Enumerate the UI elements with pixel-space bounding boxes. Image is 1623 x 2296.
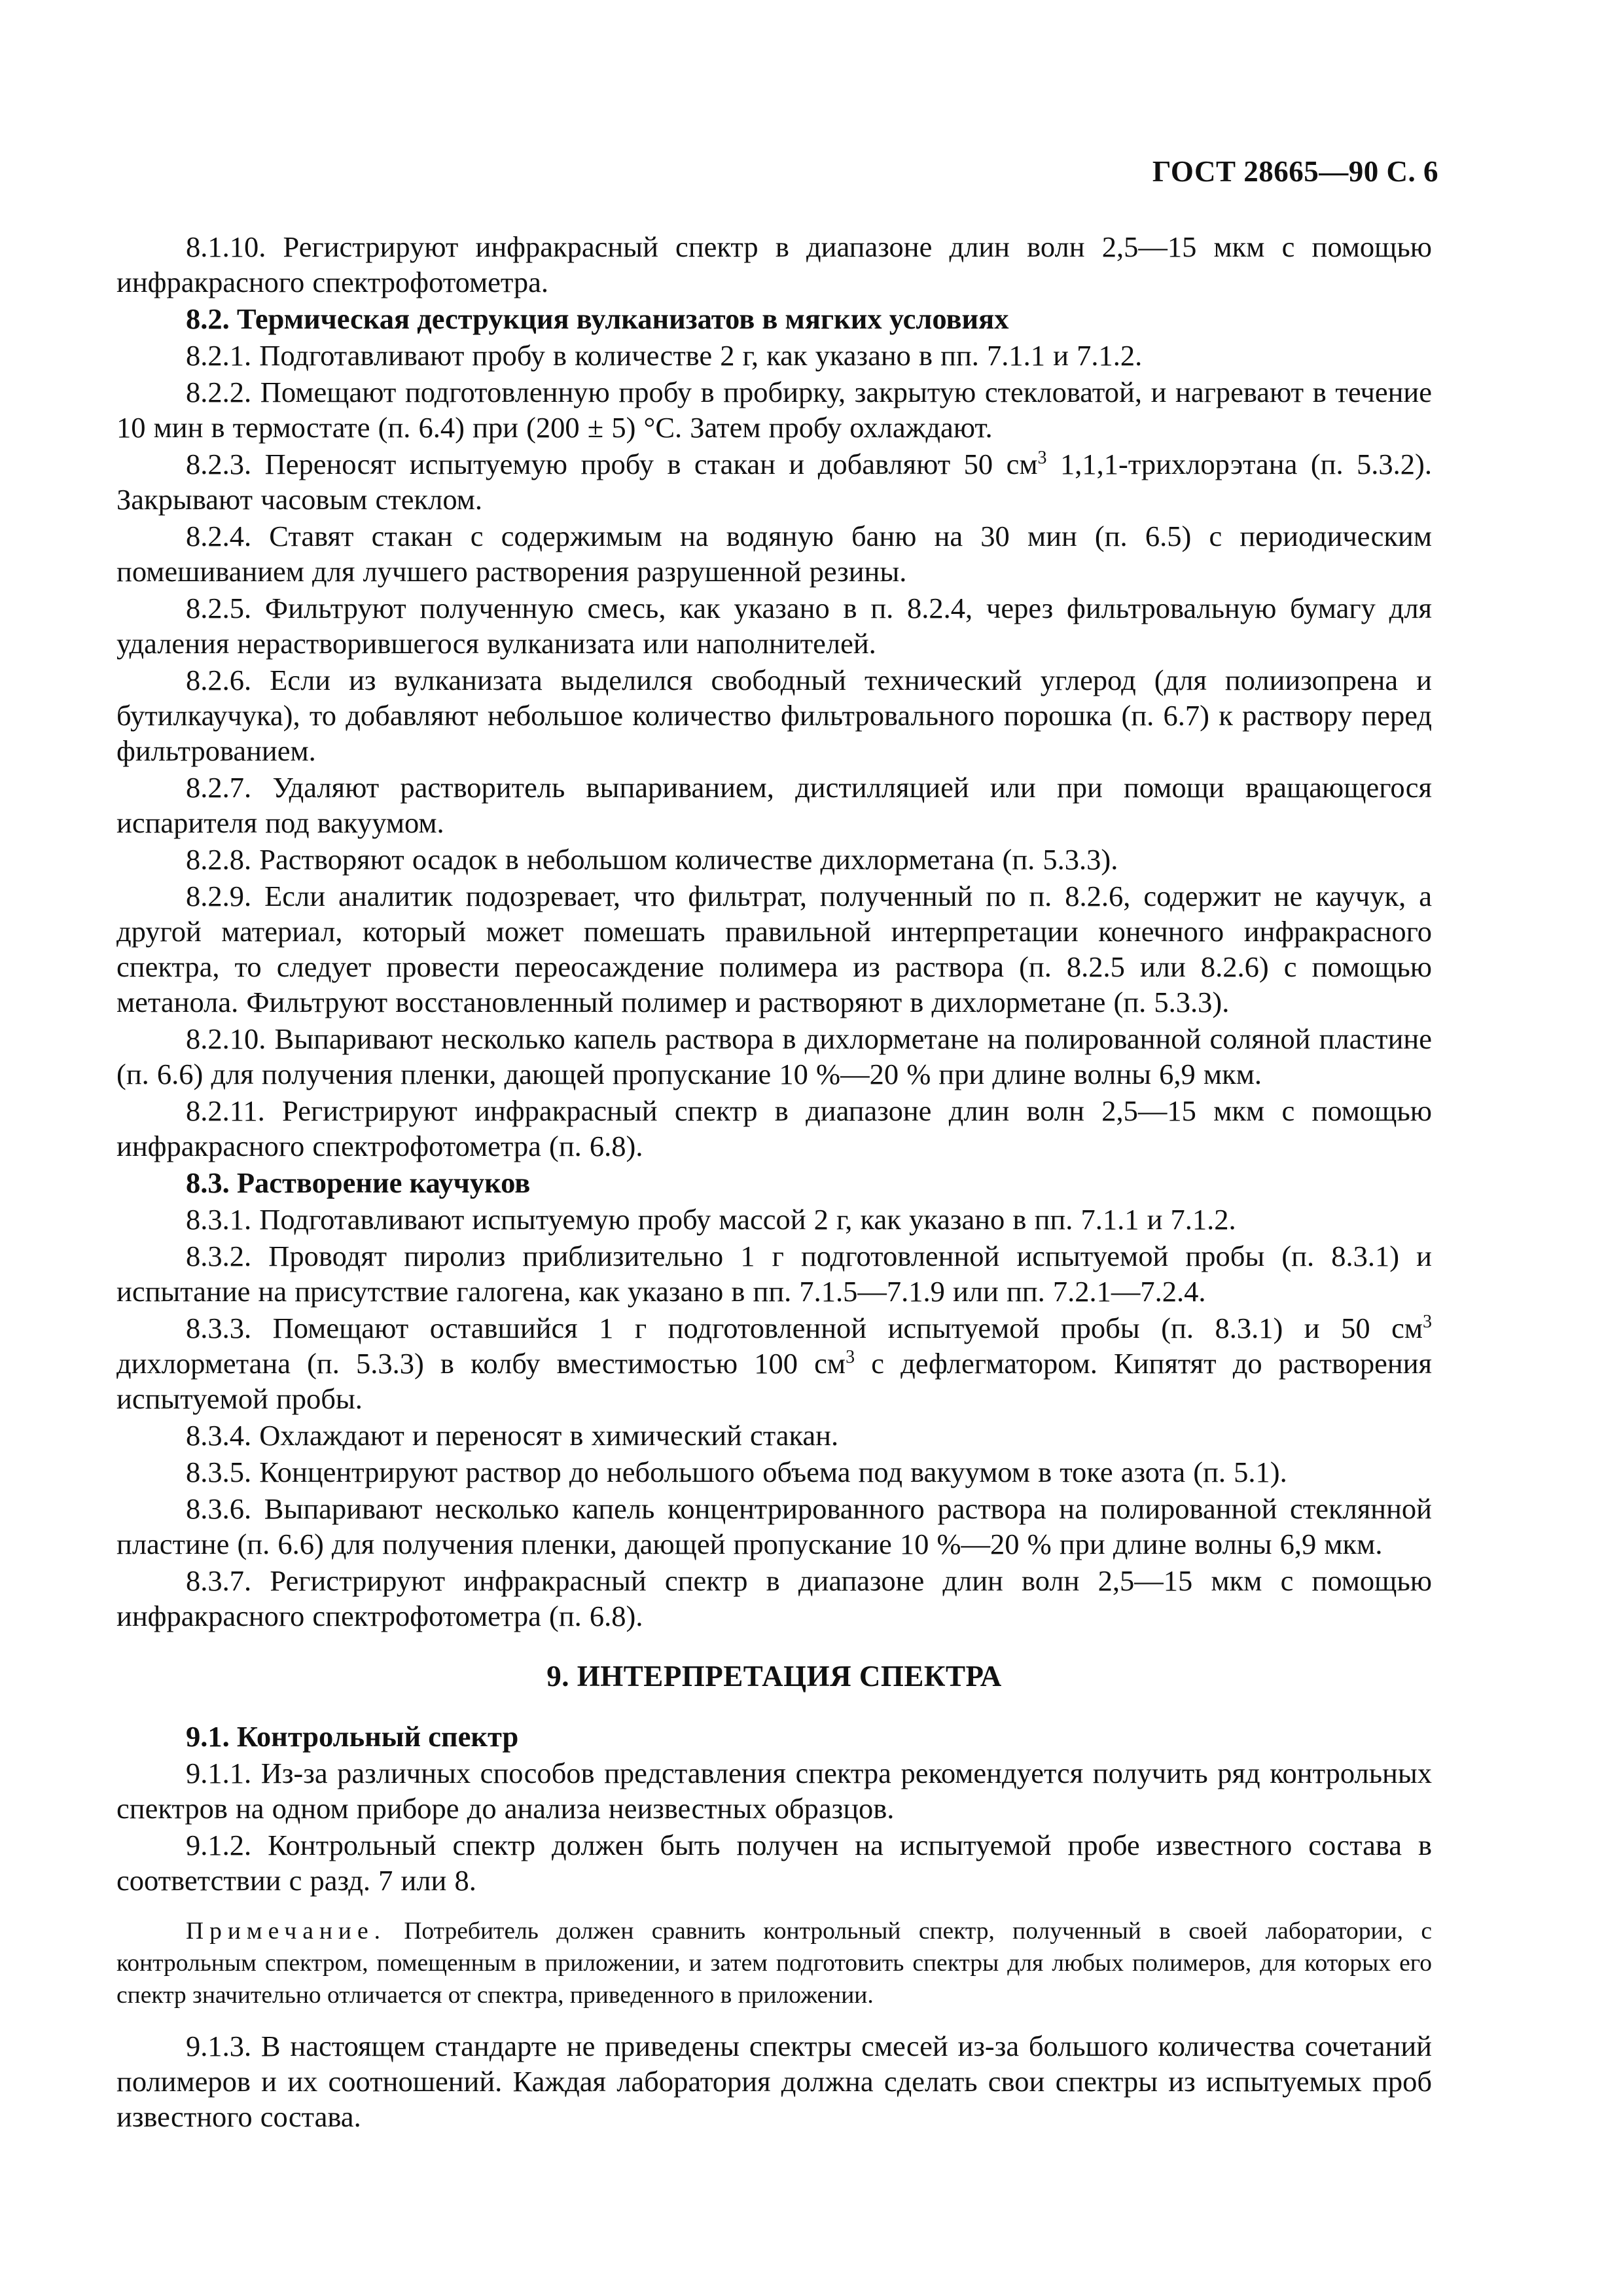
page-header: ГОСТ 28665—90 С. 6 bbox=[1152, 155, 1438, 188]
paragraph: 8.2.10. Выпаривают несколько капель раствора в дихлорметане на полированной соляной пластине (п. 6.6) для получения пленки, дающей пропускание 10 %—20 % при длине волны 6,9 мкм. bbox=[116, 1022, 1432, 1090]
paragraph: 8.2.2. Помещают подготовленную пробу в пробирку, закрытую стекловатой, и нагревают в течение 10 мин в термостате (п. 6.4) при (200 ± 5) °С. Затем пробу охлаждают. bbox=[116, 376, 1432, 444]
paragraph: 8.2.4. Ставят стакан с содержимым на водяную баню на 30 мин (п. 6.5) с периодическим помешиванием для лучшего растворения разрушенной резины. bbox=[116, 520, 1432, 588]
subsection-heading: 8.2. Термическая деструкция вулканизатов в мягких условиях bbox=[186, 302, 1009, 335]
note: Примечание. Потребитель должен сравнить контрольный спектр, полученный в своей лаборатории, с контрольным спектром, помещенным в приложении, и затем подготовить спектры для любых полимеров, для которых его спектр значительно отличается от спектра, приведенного в приложении. bbox=[116, 1918, 1432, 2009]
paragraph: 9.1.1. Из-за различных способов представления спектра рекомендуется получить ряд контрольных спектров на одном приборе до анализа неизвестных образцов. bbox=[116, 1757, 1432, 1825]
paragraph: 8.2.3. Переносят испытуемую пробу в стакан и добавляют 50 $см^3$ 1,1,1-трихлорэтана (п. 5.3.2). Закрывают часовым стеклом. bbox=[116, 448, 1433, 516]
paragraph: 8.3.3. Помещают оставшийся 1 г подготовленной испытуемой пробы (п. 8.3.1) и 50 $см^3$ дихлорметана (п. 5.3.3) в колбу вместимостью 100 $см^3$ с дефлегматором. Кипятят до растворения испытуемой пробы. bbox=[116, 1312, 1432, 1415]
paragraph: 8.2.9. Если аналитик подозревает, что фильтрат, полученный по п. 8.2.6, содержит не каучук, а другой материал, который может помешать правильной интерпретации конечного инфракрасного спектра, то следует провести переосаждение полимера из раствора (п. 8.2.5 или 8.2.6) с помощью метанола. Фильтруют восстановленный полимер и растворяют в дихлорметане (п. 5.3.3). bbox=[116, 880, 1432, 1018]
subsection-heading: 8.3. Растворение каучуков bbox=[186, 1166, 531, 1199]
paragraph: 8.3.2. Проводят пиролиз приблизительно 1 г подготовленной испытуемой пробы (п. 8.3.1) и испытание на присутствие галогена, как указано в пп. 7.1.5—7.1.9 или пп. 7.2.1—7.2.4. bbox=[116, 1240, 1432, 1308]
note-label: Примечание. bbox=[186, 1918, 387, 1945]
paragraph: 8.2.6. Если из вулканизата выделился свободный технический углерод (для полиизопрена и бутилкаучука), то добавляют небольшое количество фильтровального порошка (п. 6.7) к раствору перед фильтрованием. bbox=[116, 664, 1432, 767]
paragraph: 9.1.2. Контрольный спектр должен быть получен на испытуемой пробе известного состава в соответствии с разд. 7 или 8. bbox=[116, 1829, 1432, 1897]
paragraph: 8.1.10. Регистрируют инфракрасный спектр в диапазоне длин волн 2,5—15 мкм с помощью инфракрасного спектрофотометра. bbox=[116, 230, 1432, 298]
paragraph: 8.2.7. Удаляют растворитель выпариванием, дистилляцией или при помощи вращающегося испарителя под вакуумом. bbox=[116, 771, 1432, 839]
paragraph: 8.2.1. Подготавливают пробу в количестве 2 г, как указано в пп. 7.1.1 и 7.1.2. bbox=[186, 339, 1143, 372]
section-heading: 9. ИНТЕРПРЕТАЦИЯ СПЕКТРА bbox=[546, 1660, 1002, 1693]
paragraph: 8.3.5. Концентрируют раствор до небольшого объема под вакуумом в токе азота (п. 5.1). bbox=[186, 1456, 1287, 1488]
paragraph: 9.1.3. В настоящем стандарте не приведены спектры смесей из-за большого количества сочетаний полимеров и их соотношений. Каждая лаборатория должна сделать свои спектры из испытуемых проб известного состава. bbox=[116, 2030, 1432, 2133]
document-body bbox=[116, 229, 1432, 2136]
paragraph: 8.2.5. Фильтруют полученную смесь, как указано в п. 8.2.4, через фильтровальную бумагу для удаления нерастворившегося вулканизата или наполнителей. bbox=[116, 592, 1432, 660]
paragraph: 8.3.7. Регистрируют инфракрасный спектр в диапазоне длин волн 2,5—15 мкм с помощью инфракрасного спектрофотометра (п. 6.8). bbox=[116, 1564, 1432, 1632]
paragraph: 8.3.6. Выпаривают несколько капель концентрированного раствора на полированной стеклянной пластине (п. 6.6) для получения пленки, дающей пропускание 10 %—20 % при длине волны 6,9 мкм. bbox=[116, 1492, 1432, 1560]
paragraph: 8.3.4. Охлаждают и переносят в химический стакан. bbox=[186, 1419, 839, 1452]
paragraph: 8.2.11. Регистрируют инфракрасный спектр в диапазоне длин волн 2,5—15 мкм с помощью инфракрасного спектрофотометра (п. 6.8). bbox=[116, 1094, 1432, 1162]
paragraph: 8.3.1. Подготавливают испытуемую пробу массой 2 г, как указано в пп. 7.1.1 и 7.1.2. bbox=[186, 1203, 1236, 1236]
subsection-heading: 9.1. Контрольный спектр bbox=[186, 1720, 519, 1753]
paragraph: 8.2.8. Растворяют осадок в небольшом количестве дихлорметана (п. 5.3.3). bbox=[186, 843, 1118, 876]
